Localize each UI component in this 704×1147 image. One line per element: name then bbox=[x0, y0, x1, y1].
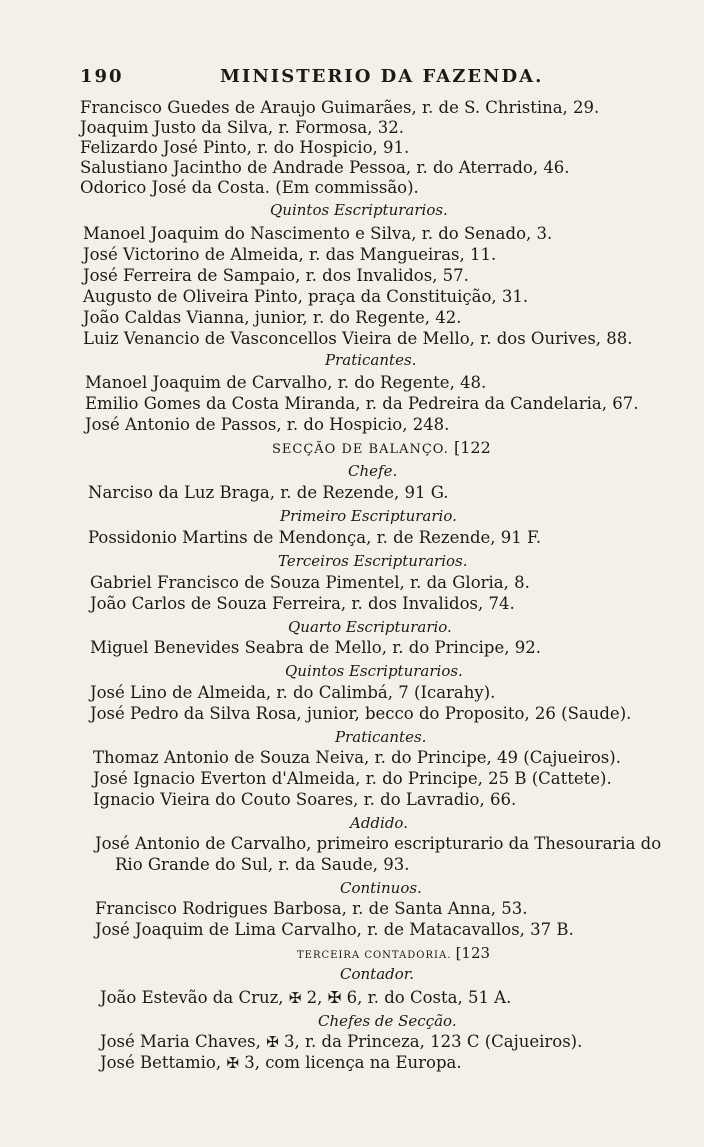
text-line: Manoel Joaquim de Carvalho, r. do Regente, 48. bbox=[85, 373, 487, 392]
text-line bbox=[100, 1032, 582, 1052]
text-segment: 3, com licença na Europa. bbox=[244, 1053, 462, 1072]
section-heading: Continuos. bbox=[340, 879, 422, 897]
text-segment: João Estevão da Cruz, bbox=[100, 988, 284, 1007]
section-heading: Chefes de Secção. bbox=[318, 1012, 457, 1030]
page-number: 190 bbox=[80, 66, 124, 87]
section-title bbox=[272, 438, 491, 460]
section-heading: Terceiros Escripturarios. bbox=[278, 552, 468, 570]
text-line: Odorico José da Costa. (Em commissão). bbox=[80, 178, 419, 197]
text-line: Ignacio Vieira do Couto Soares, r. do Lavradio, 66. bbox=[93, 790, 517, 809]
section-heading: Chefe. bbox=[348, 462, 398, 480]
section-heading: Praticantes. bbox=[335, 728, 427, 746]
text-line: José Pedro da Silva Rosa, junior, becco do Proposito, 26 (Saude). bbox=[90, 704, 632, 723]
text-line: José Victorino de Almeida, r. das Mangueiras, 11. bbox=[83, 245, 497, 264]
text-line: Rio Grande do Sul, r. da Saude, 93. bbox=[115, 855, 410, 874]
text-segment: José Maria Chaves, bbox=[100, 1032, 261, 1051]
section-heading: Quintos Escripturarios. bbox=[285, 662, 463, 680]
text-segment: 3, r. da Princeza, 123 C (Cajueiros). bbox=[283, 1032, 583, 1051]
text-line: José Joaquim de Lima Carvalho, r. de Matacavallos, 37 B. bbox=[95, 920, 574, 939]
text-line: Emilio Gomes da Costa Miranda, r. da Pedreira da Candelaria, 67. bbox=[85, 394, 639, 413]
text-line: João Caldas Vianna, junior, r. do Regente, 42. bbox=[83, 308, 462, 327]
text-line: José Lino de Almeida, r. do Calimbá, 7 (Icarahy). bbox=[90, 683, 496, 702]
text-line: José Ignacio Everton d'Almeida, r. do Principe, 25 B (Cattete). bbox=[93, 769, 612, 788]
text-line: Possidonio Martins de Mendonça, r. de Rezende, 91 F. bbox=[88, 528, 542, 547]
text-line: Miguel Benevides Seabra de Mello, r. do Principe, 92. bbox=[90, 638, 541, 657]
cross-symbol-icon: ✠ bbox=[226, 1054, 239, 1072]
text-line: João Carlos de Souza Ferreira, r. dos Invalidos, 74. bbox=[90, 594, 515, 613]
section-heading: Quarto Escripturario. bbox=[288, 618, 452, 636]
text-line: José Ferreira de Sampaio, r. dos Invalidos, 57. bbox=[83, 266, 469, 285]
section-heading: Praticantes. bbox=[325, 351, 417, 369]
section-reference: [122 bbox=[453, 438, 491, 457]
text-line: José Antonio de Carvalho, primeiro escripturario da Thesouraria do bbox=[95, 834, 662, 853]
page-header bbox=[80, 66, 660, 94]
text-line: Gabriel Francisco de Souza Pimentel, r. da Gloria, 8. bbox=[90, 573, 530, 592]
text-segment: José Bettamio, bbox=[100, 1053, 222, 1072]
text-line: Narciso da Luz Braga, r. de Rezende, 91 G. bbox=[88, 483, 449, 502]
text-line: José Antonio de Passos, r. do Hospicio, 248. bbox=[85, 415, 450, 434]
text-line: Francisco Rodrigues Barbosa, r. de Santa Anna, 53. bbox=[95, 899, 528, 918]
section-title-text: SECÇÃO DE BALANÇO. bbox=[272, 442, 449, 457]
section-title bbox=[297, 943, 490, 966]
page-title: MINISTERIO DA FAZENDA. bbox=[220, 66, 544, 87]
text-line: Manoel Joaquim do Nascimento e Silva, r. do Senado, 3. bbox=[83, 224, 553, 243]
cross-symbol-icon: ✠ bbox=[288, 989, 302, 1007]
text-line: Luiz Venancio de Vasconcellos Vieira de Mello, r. dos Ourives, 88. bbox=[83, 329, 633, 348]
section-heading: Contador. bbox=[340, 965, 415, 983]
section-heading: Primeiro Escripturario. bbox=[280, 507, 457, 525]
text-line: Francisco Guedes de Araujo Guimarães, r. de S. Christina, 29. bbox=[80, 98, 600, 117]
section-heading: Quintos Escripturarios. bbox=[270, 201, 448, 219]
cross-symbol-icon: ✠ bbox=[266, 1033, 279, 1051]
text-segment: 2, ✠ 6, r. do Costa, 51 A. bbox=[306, 988, 512, 1007]
text-line: Salustiano Jacintho de Andrade Pessoa, r. do Aterrado, 46. bbox=[80, 158, 570, 177]
section-reference: [123 bbox=[455, 944, 491, 962]
text-line: Augusto de Oliveira Pinto, praça da Constituição, 31. bbox=[83, 287, 529, 306]
text-line bbox=[100, 1053, 462, 1073]
section-heading: Addido. bbox=[350, 814, 408, 832]
text-line: Joaquim Justo da Silva, r. Formosa, 32. bbox=[80, 118, 404, 137]
text-line: Thomaz Antonio de Souza Neiva, r. do Principe, 49 (Cajueiros). bbox=[93, 748, 621, 767]
text-line: Felizardo José Pinto, r. do Hospicio, 91. bbox=[80, 138, 410, 157]
section-title-text: TERCEIRA CONTADORIA. bbox=[297, 950, 452, 961]
text-line bbox=[100, 988, 511, 1008]
